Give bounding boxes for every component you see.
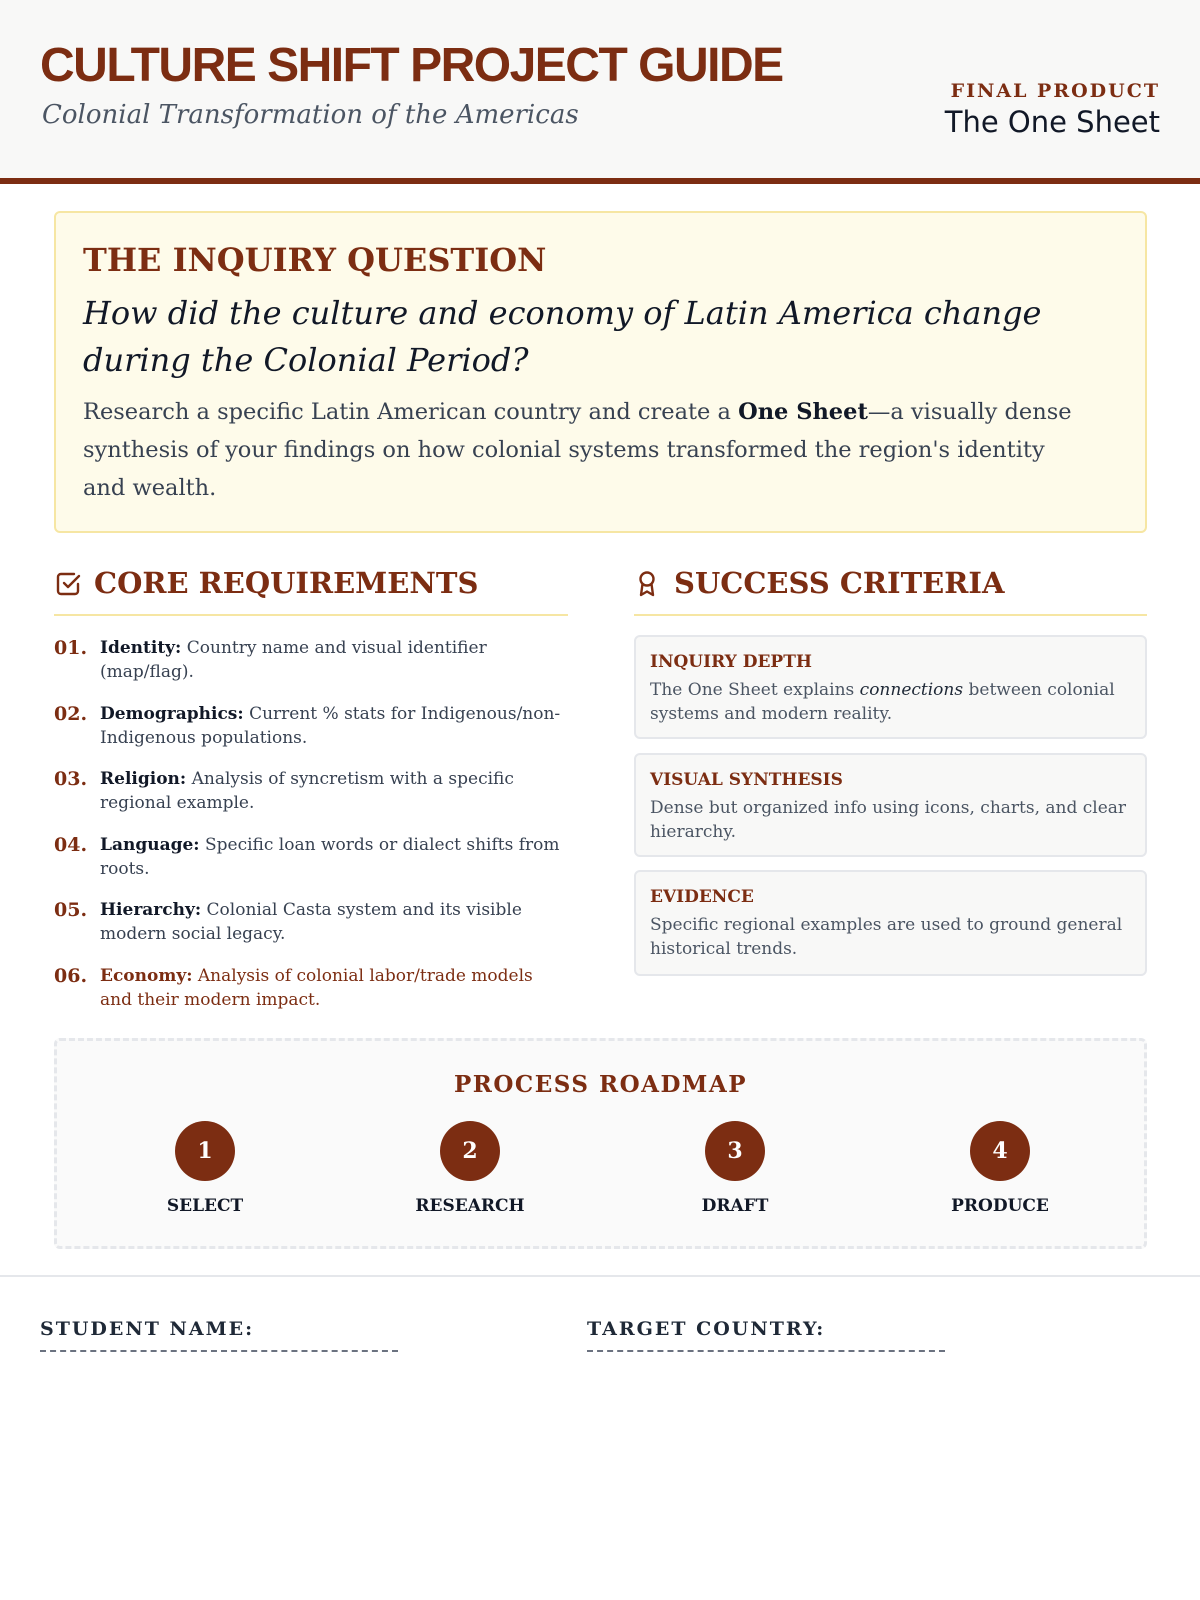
requirement-label: Identity: [100, 638, 182, 658]
requirement-text [100, 899, 568, 946]
requirement-description: Colonial Casta system and its visible modern social legacy. [100, 900, 522, 944]
requirement-label: Hierarchy: [100, 900, 202, 920]
criteria-body [650, 914, 1135, 961]
inquiry-description-start: Research a specific Latin American country and create a [83, 399, 739, 425]
footer-divider [0, 1275, 1200, 1277]
requirement-description: Specific loan words or dialect shifts from roots. [100, 835, 560, 879]
inquiry-question: How did the culture and economy of Latin America change during the Colonial Period? [83, 294, 1042, 379]
step-label: DRAFT [701, 1196, 769, 1216]
step-label: SELECT [166, 1196, 244, 1216]
requirement-description: Analysis of colonial labor/trade models and their modern impact. [100, 966, 533, 1010]
requirement-text [100, 637, 568, 684]
inquiry-box [54, 211, 1147, 533]
step-number: 4 [970, 1121, 1030, 1181]
student-name-line[interactable] [40, 1350, 398, 1352]
inquiry-description [83, 393, 1093, 507]
requirement-number: 03. [54, 768, 88, 790]
criteria-text: Dense but organized info using icons, charts, and clear hierarchy. [650, 798, 1127, 842]
requirement-label: Demographics: [100, 704, 244, 724]
requirement-description: Country name and visual identifier (map/flag). [100, 638, 487, 682]
target-country-line[interactable] [587, 1350, 945, 1352]
criteria-header [634, 566, 1147, 616]
requirements-header [54, 566, 568, 616]
criteria-card [634, 635, 1147, 739]
requirement-text [100, 768, 568, 815]
step-label: RESEARCH [415, 1196, 525, 1216]
requirement-number: 06. [54, 965, 88, 987]
inquiry-description-bold: One Sheet [738, 399, 868, 425]
student-name-label: STUDENT NAME: [40, 1318, 255, 1340]
process-roadmap [54, 1038, 1147, 1249]
requirement-description: Current % stats for Indigenous/non-Indigenous populations. [100, 704, 561, 748]
requirement-number: 01. [54, 637, 88, 659]
criteria-emphasis: connections [859, 680, 964, 700]
final-product-label: FINAL PRODUCT [950, 80, 1160, 102]
requirement-text [100, 834, 568, 881]
final-product-value: The One Sheet [944, 105, 1160, 139]
requirement-label: Language: [100, 835, 200, 855]
step-number: 2 [440, 1121, 500, 1181]
criteria-title: EVIDENCE [650, 887, 754, 907]
inquiry-heading: THE INQUIRY QUESTION [83, 241, 547, 279]
requirement-number: 04. [54, 834, 88, 856]
step-number: 1 [175, 1121, 235, 1181]
header [0, 0, 1200, 184]
criteria-heading: SUCCESS CRITERIA [674, 566, 1005, 600]
student-name-field [40, 1318, 398, 1352]
requirement-text [100, 703, 568, 750]
criteria-title: INQUIRY DEPTH [650, 652, 812, 672]
criteria-text: Specific regional examples are used to ground general historical trends. [650, 915, 1123, 959]
requirements-heading: CORE REQUIREMENTS [94, 566, 479, 600]
criteria-card [634, 870, 1147, 976]
requirement-number: 05. [54, 899, 88, 921]
page-title: CULTURE SHIFT PROJECT GUIDE [40, 39, 783, 92]
criteria-card [634, 753, 1147, 857]
target-country-label: TARGET COUNTRY: [587, 1318, 826, 1340]
criteria-body [650, 797, 1135, 844]
requirement-label: Economy: [100, 966, 193, 986]
page-subtitle: Colonial Transformation of the Americas [42, 100, 579, 130]
inquiry-description-end: —a visually dense synthesis of your findings on how colonial systems transformed the region's identity and wealth. [83, 399, 1072, 501]
roadmap-title: PROCESS ROADMAP [453, 1071, 748, 1098]
requirement-label: Religion: [100, 769, 187, 789]
criteria-text-end: between colonial systems and modern reality. [650, 680, 1115, 724]
criteria-text: The One Sheet explains [650, 680, 860, 700]
step-label: PRODUCE [951, 1196, 1049, 1216]
criteria-body [650, 679, 1135, 726]
requirement-text [100, 965, 568, 1012]
requirement-description: Analysis of syncretism with a specific regional example. [100, 769, 514, 813]
award-icon [634, 570, 662, 598]
target-country-field [587, 1318, 945, 1352]
checkbox-icon [54, 570, 82, 598]
criteria-title: VISUAL SYNTHESIS [650, 770, 843, 790]
step-number: 3 [705, 1121, 765, 1181]
requirement-number: 02. [54, 703, 88, 725]
